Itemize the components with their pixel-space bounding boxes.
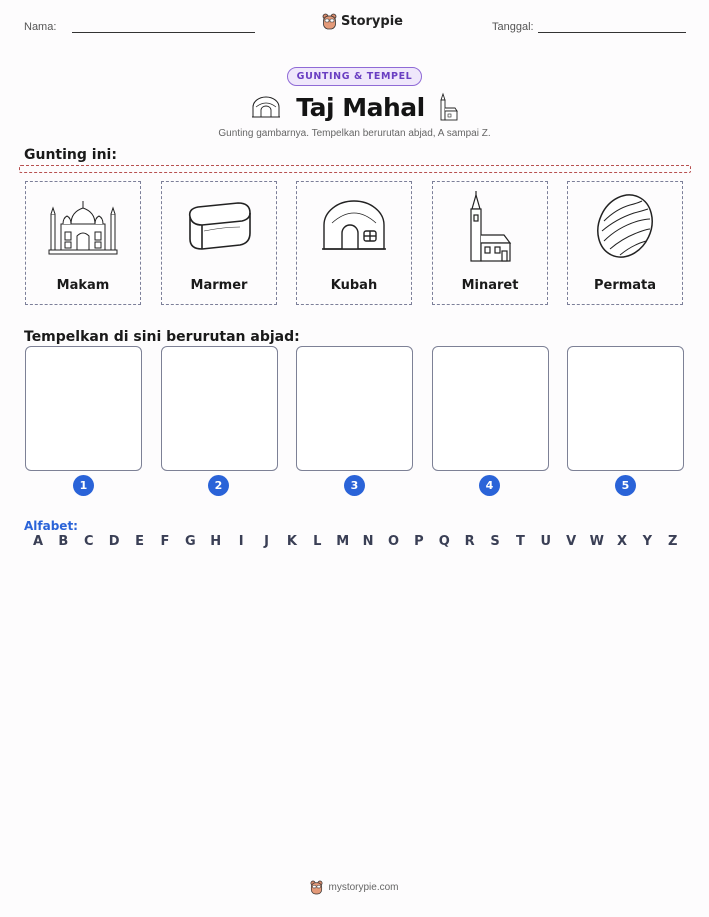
paste-slot-3[interactable] (296, 346, 413, 471)
cut-card-label: Makam (56, 278, 110, 293)
bear-logo-icon (310, 880, 323, 895)
footer (310, 880, 398, 895)
alphabet-letter: B (58, 534, 69, 549)
alphabet-heading: Alfabet: (24, 519, 78, 533)
paste-slot-5[interactable] (567, 346, 684, 471)
cut-line (19, 165, 691, 173)
name-line[interactable] (72, 32, 255, 33)
cut-card-kubah[interactable] (296, 181, 412, 305)
alphabet-letter: T (515, 534, 525, 549)
slot-number: 5 (615, 475, 636, 496)
paste-slot-2[interactable] (161, 346, 278, 471)
alphabet-letter: I (238, 534, 244, 549)
name-label: Nama: (24, 21, 57, 33)
date-label: Tanggal: (492, 21, 534, 33)
activity-badge: GUNTING & TEMPEL (287, 67, 423, 86)
cut-card-marmer[interactable] (161, 181, 277, 305)
alphabet-letter: Y (642, 534, 653, 549)
alphabet-letter: K (286, 534, 297, 549)
alphabet-letter: R (464, 534, 475, 549)
cut-card-label: Marmer (190, 278, 248, 293)
alphabet-letter: J (264, 534, 269, 549)
dome-small-icon (250, 95, 282, 119)
cut-card-label: Minaret (461, 278, 519, 293)
taj-mahal-icon (47, 194, 119, 258)
instructions: Gunting gambarnya. Tempelkan berurutan abjad, A sampai Z. (218, 128, 491, 139)
bear-logo-icon (322, 13, 337, 30)
slot-number: 3 (344, 475, 365, 496)
tower-small-icon (439, 92, 459, 122)
alphabet-letter: W (589, 534, 604, 549)
alphabet-letter: D (108, 534, 120, 549)
page-title: Taj Mahal (296, 92, 425, 122)
alphabet-letter: N (362, 534, 374, 549)
footer-url[interactable]: mystorypie.com (328, 882, 399, 893)
paste-slot-1[interactable] (25, 346, 142, 471)
alphabet-letter: Z (668, 534, 678, 549)
marble-block-icon (184, 197, 254, 255)
cut-card-minaret[interactable] (432, 181, 548, 305)
dome-icon (320, 197, 388, 255)
paste-slot-4[interactable] (432, 346, 549, 471)
slot-number: 2 (208, 475, 229, 496)
brand-logo (322, 13, 403, 30)
alphabet-letter: U (540, 534, 552, 549)
alphabet-letter: G (185, 534, 196, 549)
brand-name: Storypie (341, 14, 403, 29)
cut-card-label: Kubah (330, 278, 378, 293)
alphabet-letter: A (32, 534, 44, 549)
alphabet-letter: F (160, 534, 170, 549)
slot-number: 4 (479, 475, 500, 496)
alphabet-letter: S (490, 534, 500, 549)
alphabet-letter: X (616, 534, 627, 549)
cut-card-label: Permata (593, 278, 657, 293)
alphabet-letter: Q (438, 534, 450, 549)
alphabet-letter: H (210, 534, 222, 549)
paste-heading: Tempelkan di sini berurutan abjad: (24, 329, 300, 345)
alphabet-letter: C (84, 534, 94, 549)
alphabet-letter: E (135, 534, 144, 549)
alphabet-letter: V (566, 534, 577, 549)
alphabet-letter: P (414, 534, 424, 549)
cut-card-makam[interactable] (25, 181, 141, 305)
alphabet-letter: O (387, 534, 399, 549)
date-line[interactable] (538, 32, 686, 33)
gem-icon (594, 191, 656, 261)
alphabet-letter: L (313, 534, 322, 549)
cut-heading: Gunting ini: (24, 147, 117, 163)
church-tower-icon (466, 189, 514, 263)
alphabet-letter: M (336, 534, 350, 549)
slot-number: 1 (73, 475, 94, 496)
alphabet-row (31, 534, 680, 549)
cut-card-permata[interactable] (567, 181, 683, 305)
